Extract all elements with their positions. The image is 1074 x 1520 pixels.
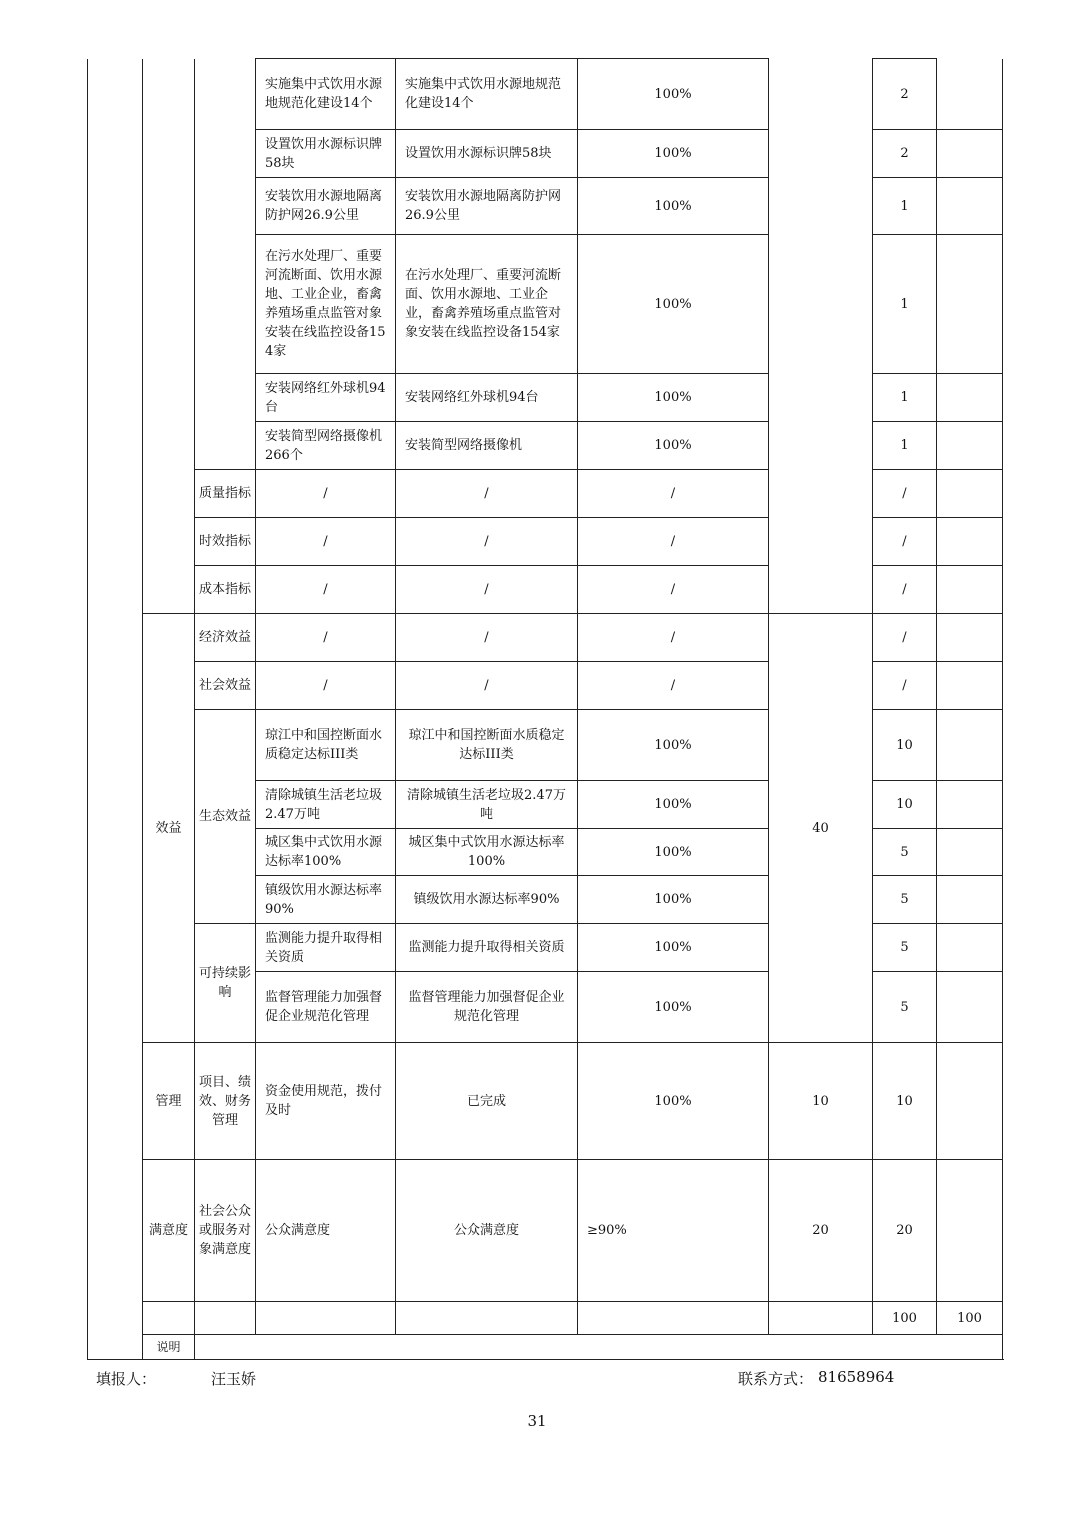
remark-cell [937, 374, 1003, 422]
rate-cell: 100% [578, 235, 769, 374]
table-row [88, 1160, 1003, 1302]
score-cell: 5 [873, 876, 937, 924]
actual-cell: / [396, 566, 578, 614]
actual-cell: 安装饮用水源地隔离防护网26.9公里 [396, 178, 578, 235]
actual-cell: 清除城镇生活老垃圾2.47万吨 [396, 781, 578, 829]
output-category-cell [143, 59, 195, 614]
rate-cell: 100% [578, 374, 769, 422]
remark-cell [937, 829, 1003, 876]
subcategory-cell: 成本指标 [195, 566, 256, 614]
rate-cell: 100% [578, 924, 769, 972]
empty-cell [195, 1302, 256, 1335]
remark-cell [937, 470, 1003, 518]
rate-cell: 100% [578, 829, 769, 876]
remark-cell [937, 781, 1003, 829]
subcategory-cell: 经济效益 [195, 614, 256, 662]
remark-cell [937, 1043, 1003, 1160]
remark-cell [937, 518, 1003, 566]
plan-cell: / [256, 566, 396, 614]
actual-cell: 城区集中式饮用水源达标率100% [396, 829, 578, 876]
remark-cell [937, 614, 1003, 662]
subcategory-cell: 社会公众或服务对象满意度 [195, 1160, 256, 1302]
note-content-cell [195, 1335, 1003, 1360]
table-row [88, 1043, 1003, 1160]
actual-cell: 安装简型网络摄像机 [396, 422, 578, 470]
rate-cell: 100% [578, 876, 769, 924]
satisfaction-category-cell: 满意度 [143, 1160, 195, 1302]
score-cell: 2 [873, 130, 937, 178]
plan-cell: 在污水处理厂、重要河流断面、饮用水源地、工业企业，畜禽养殖场重点监管对象安装在线监控设备154家 [256, 235, 396, 374]
empty-cell [769, 1302, 873, 1335]
actual-cell: 公众满意度 [396, 1160, 578, 1302]
total-weight-cell: 100 [873, 1302, 937, 1335]
score-cell: / [873, 518, 937, 566]
plan-cell: 城区集中式饮用水源达标率100% [256, 829, 396, 876]
score-cell: 1 [873, 422, 937, 470]
plan-cell: 实施集中式饮用水源地规范化建设14个 [256, 59, 396, 130]
actual-cell: / [396, 662, 578, 710]
weight-cell: 40 [769, 614, 873, 1043]
actual-cell: 已完成 [396, 1043, 578, 1160]
quantity-subcategory-cell [195, 59, 256, 470]
rate-cell: / [578, 662, 769, 710]
remark-cell [937, 178, 1003, 235]
plan-cell: / [256, 470, 396, 518]
remark-cell [937, 59, 1003, 130]
remark-cell [937, 662, 1003, 710]
plan-cell: / [256, 518, 396, 566]
actual-cell: 监督管理能力加强督促企业规范化管理 [396, 972, 578, 1043]
remark-cell [937, 235, 1003, 374]
remark-cell [937, 924, 1003, 972]
score-cell: / [873, 470, 937, 518]
score-cell: 10 [873, 1043, 937, 1160]
management-category-cell: 管理 [143, 1043, 195, 1160]
score-cell: 10 [873, 781, 937, 829]
page-number: 31 [527, 1412, 547, 1430]
actual-cell: 镇级饮用水源达标率90% [396, 876, 578, 924]
remark-cell [937, 130, 1003, 178]
weight-cell [769, 59, 873, 614]
actual-cell: 监测能力提升取得相关资质 [396, 924, 578, 972]
score-cell: 20 [873, 1160, 937, 1302]
performance-evaluation-table [87, 58, 1003, 1360]
score-cell: 1 [873, 374, 937, 422]
empty-cell [143, 1302, 195, 1335]
score-cell: / [873, 614, 937, 662]
score-cell: 1 [873, 235, 937, 374]
plan-cell: 安装网络红外球机94台 [256, 374, 396, 422]
rate-cell: 100% [578, 972, 769, 1043]
plan-cell: / [256, 662, 396, 710]
contact-value: 81658964 [818, 1368, 895, 1386]
rate-cell: 100% [578, 59, 769, 130]
score-cell: 1 [873, 178, 937, 235]
contact-label: 联系方式： [738, 1370, 814, 1388]
note-label: 说明 [143, 1335, 195, 1360]
rate-cell: 100% [578, 781, 769, 829]
plan-cell: 资金使用规范，拨付及时 [256, 1043, 396, 1160]
rate-cell: 100% [578, 130, 769, 178]
filler-label: 填报人： [96, 1370, 157, 1388]
remark-cell [937, 876, 1003, 924]
plan-cell: 清除城镇生活老垃圾2.47万吨 [256, 781, 396, 829]
actual-cell: / [396, 470, 578, 518]
subcategory-cell: 时效指标 [195, 518, 256, 566]
actual-cell: 安装网络红外球机94台 [396, 374, 578, 422]
actual-cell: 实施集中式饮用水源地规范化建设14个 [396, 59, 578, 130]
rate-cell: / [578, 518, 769, 566]
subcategory-cell: 质量指标 [195, 470, 256, 518]
rate-cell: ≥90% [578, 1160, 769, 1302]
score-cell: 5 [873, 972, 937, 1043]
weight-cell: 10 [769, 1043, 873, 1160]
plan-cell: 设置饮用水源标识牌58块 [256, 130, 396, 178]
score-cell: 5 [873, 829, 937, 876]
rate-cell: 100% [578, 422, 769, 470]
table-row [88, 614, 1003, 662]
actual-cell: 设置饮用水源标识牌58块 [396, 130, 578, 178]
total-score-cell: 100 [937, 1302, 1003, 1335]
first-level-indicator-cell [88, 59, 143, 1360]
remark-cell [937, 972, 1003, 1043]
empty-cell [396, 1302, 578, 1335]
filler-name: 汪玉娇 [211, 1370, 257, 1388]
plan-cell: 琼江中和国控断面水质稳定达标III类 [256, 710, 396, 781]
plan-cell: 监督管理能力加强督促企业规范化管理 [256, 972, 396, 1043]
actual-cell: 在污水处理厂、重要河流断面、饮用水源地、工业企业，畜禽养殖场重点监管对象安装在线监控设备154家 [396, 235, 578, 374]
rate-cell: / [578, 470, 769, 518]
plan-cell: 镇级饮用水源达标率90% [256, 876, 396, 924]
rate-cell: / [578, 566, 769, 614]
score-cell: / [873, 566, 937, 614]
note-row [88, 1335, 1003, 1360]
empty-cell [256, 1302, 396, 1335]
benefit-category-cell: 效益 [143, 614, 195, 1043]
score-cell: 2 [873, 59, 937, 130]
remark-cell [937, 710, 1003, 781]
plan-cell: 公众满意度 [256, 1160, 396, 1302]
actual-cell: / [396, 614, 578, 662]
table-row [88, 59, 1003, 130]
remark-cell [937, 566, 1003, 614]
empty-cell [578, 1302, 769, 1335]
weight-cell: 20 [769, 1160, 873, 1302]
score-cell: 5 [873, 924, 937, 972]
rate-cell: 100% [578, 1043, 769, 1160]
score-cell: / [873, 662, 937, 710]
remark-cell [937, 1160, 1003, 1302]
remark-cell [937, 422, 1003, 470]
actual-cell: 琼江中和国控断面水质稳定达标III类 [396, 710, 578, 781]
rate-cell: / [578, 614, 769, 662]
plan-cell: 安装饮用水源地隔离防护网26.9公里 [256, 178, 396, 235]
plan-cell: 监测能力提升取得相关资质 [256, 924, 396, 972]
actual-cell: / [396, 518, 578, 566]
score-cell: 10 [873, 710, 937, 781]
total-row [88, 1302, 1003, 1335]
plan-cell: / [256, 614, 396, 662]
subcategory-cell: 项目、绩效、财务管理 [195, 1043, 256, 1160]
rate-cell: 100% [578, 178, 769, 235]
plan-cell: 安装简型网络摄像机266个 [256, 422, 396, 470]
subcategory-cell: 可持续影响 [195, 924, 256, 1043]
subcategory-cell: 生态效益 [195, 710, 256, 924]
rate-cell: 100% [578, 710, 769, 781]
subcategory-cell: 社会效益 [195, 662, 256, 710]
